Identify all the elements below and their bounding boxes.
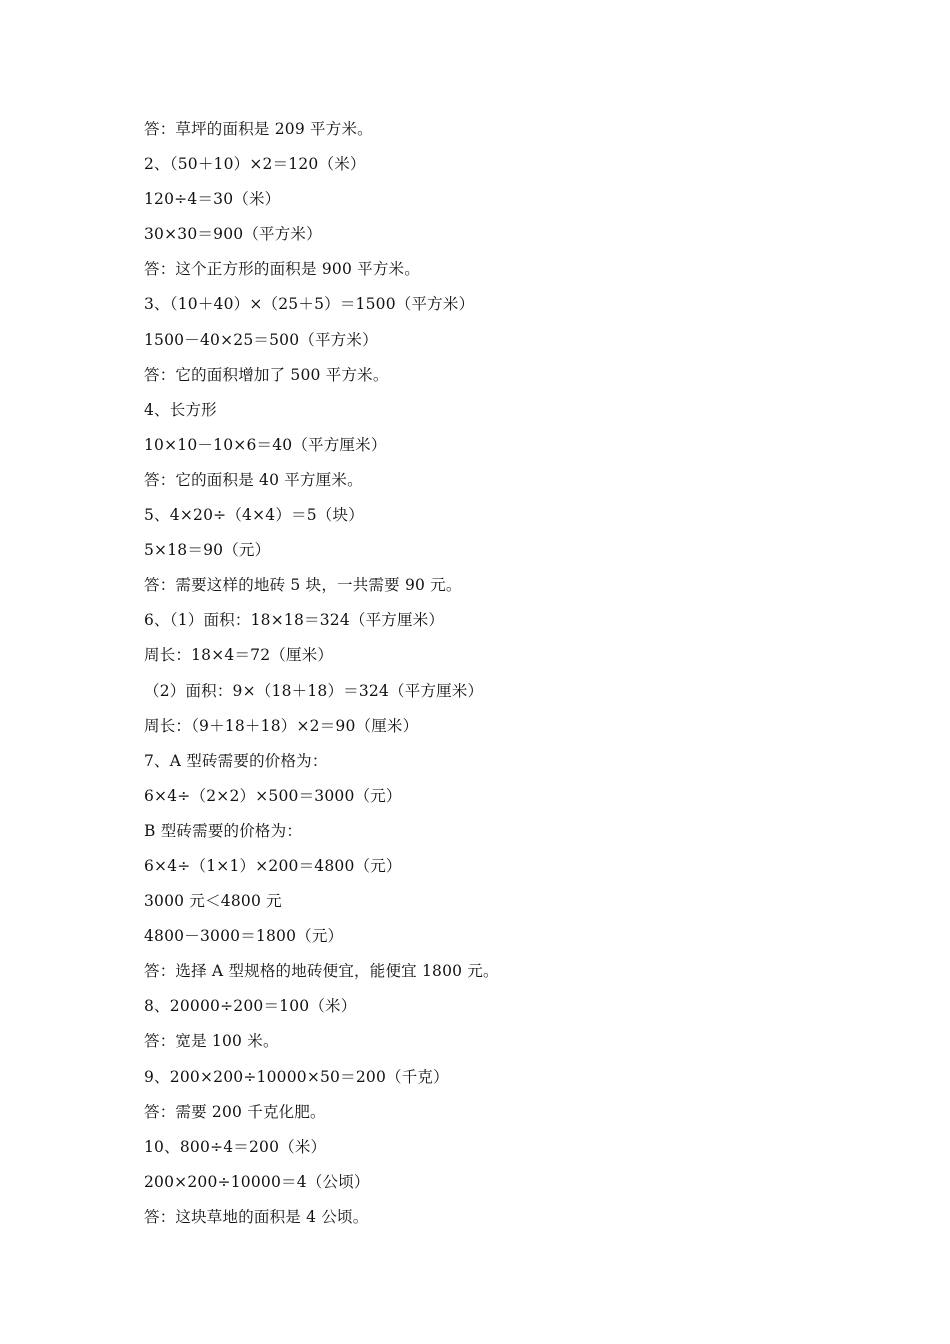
q6-part-2-area: （2）面积：9×（18＋18）＝324（平方厘米） bbox=[144, 681, 484, 700]
q9-step-1: 9、200×200÷10000×50＝200（千克） bbox=[144, 1067, 449, 1086]
q8-answer: 答：宽是 100 米。 bbox=[144, 1032, 279, 1051]
q6-part-1-perimeter: 周长：18×4＝72（厘米） bbox=[144, 646, 334, 665]
q7-answer: 答：选择 A 型规格的地砖便宜，能便宜 1800 元。 bbox=[144, 962, 499, 981]
q2-answer: 答：这个正方形的面积是 900 平方米。 bbox=[144, 260, 420, 279]
q4-step-1: 10×10－10×6＝40（平方厘米） bbox=[144, 435, 387, 454]
answer-text-block bbox=[144, 115, 844, 1238]
q7-a-type-heading: 7、A 型砖需要的价格为： bbox=[144, 751, 328, 770]
q7-b-type-heading: B 型砖需要的价格为： bbox=[144, 821, 303, 840]
q6-part-2-perimeter: 周长：（9＋18＋18）×2＝90（厘米） bbox=[144, 716, 419, 735]
q10-step-1: 10、800÷4＝200（米） bbox=[144, 1137, 327, 1156]
q7-difference: 4800－3000＝1800（元） bbox=[144, 927, 344, 946]
q10-step-2: 200×200÷10000＝4（公顷） bbox=[144, 1172, 370, 1191]
q7-a-type-calc: 6×4÷（2×2）×500＝3000（元） bbox=[144, 786, 402, 805]
q2-step-2: 120÷4＝30（米） bbox=[144, 190, 281, 209]
q6-part-1-area: 6、（1）面积：18×18＝324（平方厘米） bbox=[144, 611, 445, 630]
q4-answer: 答：它的面积是 40 平方厘米。 bbox=[144, 470, 363, 489]
q5-step-1: 5、4×20÷（4×4）＝5（块） bbox=[144, 506, 364, 525]
answer-line-area-209: 答：草坪的面积是 209 平方米。 bbox=[144, 120, 373, 138]
q3-answer: 答：它的面积增加了 500 平方米。 bbox=[144, 365, 389, 384]
q5-answer: 答：需要这样的地砖 5 块，一共需要 90 元。 bbox=[144, 576, 462, 595]
q9-answer: 答：需要 200 千克化肥。 bbox=[144, 1102, 326, 1121]
q5-step-2: 5×18＝90（元） bbox=[144, 541, 271, 560]
q10-answer: 答：这块草地的面积是 4 公顷。 bbox=[144, 1207, 369, 1226]
q3-step-2: 1500－40×25＝500（平方米） bbox=[144, 330, 378, 349]
q4-heading: 4、长方形 bbox=[144, 400, 217, 419]
q7-b-type-calc: 6×4÷（1×1）×200＝4800（元） bbox=[144, 856, 402, 875]
q3-step-1: 3、（10＋40）×（25＋5）＝1500（平方米） bbox=[144, 295, 475, 314]
q8-step-1: 8、20000÷200＝100（米） bbox=[144, 997, 357, 1016]
q7-comparison: 3000 元＜4800 元 bbox=[144, 892, 282, 911]
q2-step-1: 2、（50＋10）×2＝120（米） bbox=[144, 155, 366, 174]
q2-step-3: 30×30＝900（平方米） bbox=[144, 225, 322, 244]
